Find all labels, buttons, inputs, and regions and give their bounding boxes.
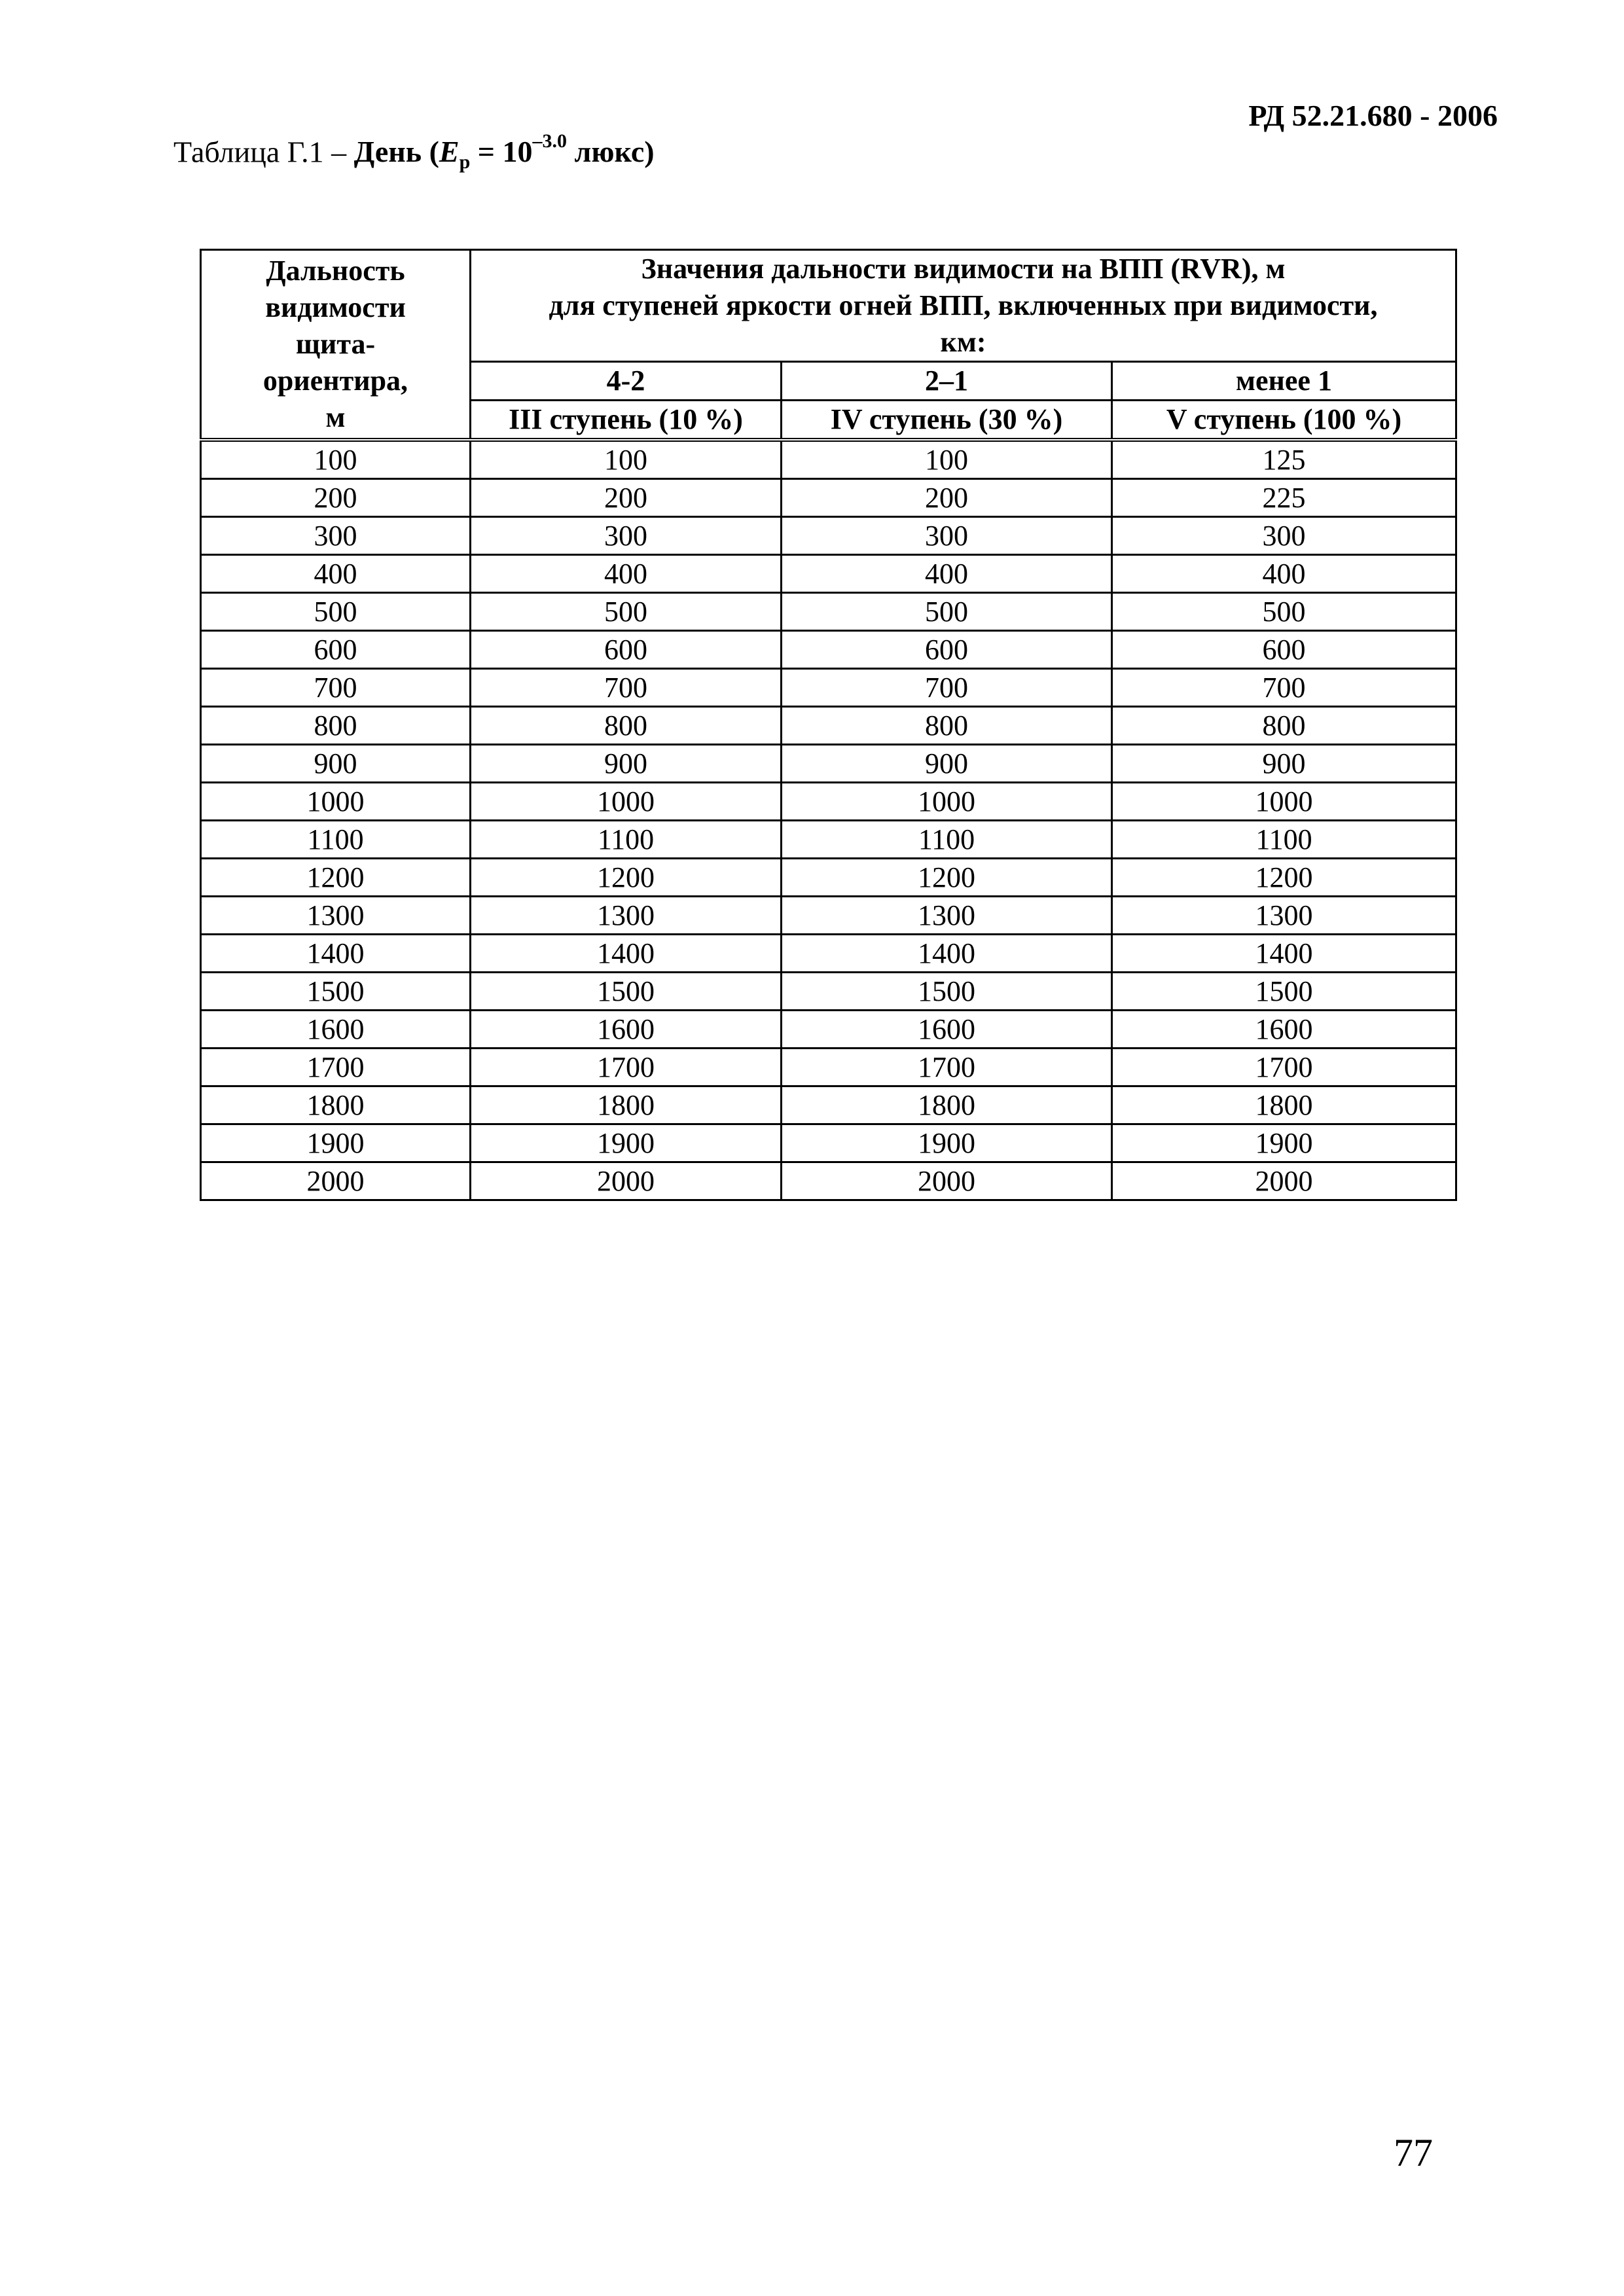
table-cell: 2000 xyxy=(1112,1162,1456,1200)
table-cell: 1500 xyxy=(1112,973,1456,1011)
table-cell: 100 xyxy=(471,440,782,479)
caption-prefix: Таблица Г.1 – xyxy=(173,135,354,169)
table-cell: 400 xyxy=(201,555,471,593)
table-row xyxy=(201,1124,1456,1162)
table-cell: 600 xyxy=(1112,631,1456,669)
table-row xyxy=(201,707,1456,745)
table-cell: 1000 xyxy=(201,783,471,821)
table-cell: 500 xyxy=(471,593,782,631)
header-target-visibility xyxy=(201,250,471,440)
table-cell: 900 xyxy=(1112,745,1456,783)
table-row xyxy=(201,517,1456,555)
table-cell: 1100 xyxy=(1112,821,1456,859)
table-cell: 200 xyxy=(201,479,471,517)
caption-e-subscript: p xyxy=(459,151,471,173)
table-cell: 800 xyxy=(782,707,1112,745)
table-cell: 300 xyxy=(471,517,782,555)
table-row xyxy=(201,745,1456,783)
table-cell: 1000 xyxy=(1112,783,1456,821)
table-cell: 2000 xyxy=(782,1162,1112,1200)
header-line: Значения дальности видимости на ВПП (RVR), м xyxy=(641,253,1286,285)
caption-exponent: –3.0 xyxy=(532,130,568,152)
page-number: 77 xyxy=(1394,2131,1433,2174)
table-cell: 1900 xyxy=(201,1124,471,1162)
table-cell: 1200 xyxy=(782,859,1112,897)
header-line: щита- xyxy=(295,328,376,360)
table-row xyxy=(201,1011,1456,1049)
table-cell: 1100 xyxy=(201,821,471,859)
header-range-4-2: 4-2 xyxy=(471,362,782,401)
table-cell: 400 xyxy=(782,555,1112,593)
table-cell: 800 xyxy=(1112,707,1456,745)
header-line: ориентира, xyxy=(262,365,408,397)
table-cell: 500 xyxy=(1112,593,1456,631)
table-cell: 900 xyxy=(201,745,471,783)
table-cell: 1800 xyxy=(782,1086,1112,1124)
table-cell: 100 xyxy=(201,440,471,479)
table-cell: 1400 xyxy=(471,935,782,973)
table-cell: 1400 xyxy=(1112,935,1456,973)
table-cell: 1400 xyxy=(201,935,471,973)
table-cell: 1800 xyxy=(471,1086,782,1124)
table-cell: 1300 xyxy=(201,897,471,935)
table-row xyxy=(201,935,1456,973)
table-cell: 125 xyxy=(1112,440,1456,479)
table-row xyxy=(201,631,1456,669)
table-row xyxy=(201,821,1456,859)
table-cell: 200 xyxy=(782,479,1112,517)
table-cell: 1900 xyxy=(1112,1124,1456,1162)
table-cell: 400 xyxy=(1112,555,1456,593)
table-row xyxy=(201,897,1456,935)
header-range-2-1: 2–1 xyxy=(782,362,1112,401)
table-cell: 700 xyxy=(471,669,782,707)
header-step-iv: IV ступень (30 %) xyxy=(782,401,1112,440)
header-step-v: V ступень (100 %) xyxy=(1112,401,1456,440)
table-row xyxy=(201,1086,1456,1124)
table-cell: 1200 xyxy=(1112,859,1456,897)
caption-e-letter: E xyxy=(439,135,460,169)
table-cell: 1900 xyxy=(471,1124,782,1162)
header-line: м xyxy=(325,401,346,433)
table-cell: 800 xyxy=(471,707,782,745)
header-line: для ступеней яркости огней ВПП, включенных при видимости, xyxy=(549,289,1378,321)
table-cell: 300 xyxy=(782,517,1112,555)
table-cell: 1300 xyxy=(782,897,1112,935)
caption-day: День ( xyxy=(353,135,439,169)
header-rvr-group xyxy=(471,250,1456,362)
table-cell: 1900 xyxy=(782,1124,1112,1162)
header-line: км: xyxy=(940,326,986,358)
table-cell: 1200 xyxy=(471,859,782,897)
table-cell: 1600 xyxy=(471,1011,782,1049)
caption-title xyxy=(353,130,655,173)
table-row xyxy=(201,440,1456,479)
table-row xyxy=(201,1049,1456,1086)
table-cell: 1300 xyxy=(471,897,782,935)
header-line: Дальность xyxy=(266,255,405,287)
table-cell: 500 xyxy=(201,593,471,631)
table-cell: 2000 xyxy=(471,1162,782,1200)
table-cell: 300 xyxy=(201,517,471,555)
table-row xyxy=(201,593,1456,631)
table-cell: 1000 xyxy=(471,783,782,821)
table-cell: 900 xyxy=(782,745,1112,783)
table-cell: 800 xyxy=(201,707,471,745)
table-row xyxy=(201,479,1456,517)
table-cell: 1100 xyxy=(782,821,1112,859)
table-cell: 1600 xyxy=(782,1011,1112,1049)
table-cell: 1500 xyxy=(782,973,1112,1011)
table-cell: 1700 xyxy=(1112,1049,1456,1086)
table-cell: 1500 xyxy=(471,973,782,1011)
table-caption xyxy=(173,130,655,174)
table-cell: 2000 xyxy=(201,1162,471,1200)
header-line: видимости xyxy=(265,291,406,323)
table-cell: 600 xyxy=(471,631,782,669)
document-code: РД 52.21.680 - 2006 xyxy=(1248,99,1498,132)
table-cell: 225 xyxy=(1112,479,1456,517)
table-cell: 1700 xyxy=(782,1049,1112,1086)
visibility-table xyxy=(200,249,1457,1201)
table-cell: 700 xyxy=(201,669,471,707)
table-row xyxy=(201,1162,1456,1200)
header-step-iii: III ступень (10 %) xyxy=(471,401,782,440)
table-cell: 1500 xyxy=(201,973,471,1011)
caption-unit: люкс) xyxy=(567,135,655,169)
table-cell: 1800 xyxy=(1112,1086,1456,1124)
table-cell: 1300 xyxy=(1112,897,1456,935)
header-range-less-1: менее 1 xyxy=(1112,362,1456,401)
table-cell: 1700 xyxy=(201,1049,471,1086)
table-cell: 700 xyxy=(1112,669,1456,707)
table-cell: 300 xyxy=(1112,517,1456,555)
table-cell: 700 xyxy=(782,669,1112,707)
table-cell: 100 xyxy=(782,440,1112,479)
table-cell: 500 xyxy=(782,593,1112,631)
table-cell: 1400 xyxy=(782,935,1112,973)
table-row xyxy=(201,555,1456,593)
table-cell: 1700 xyxy=(471,1049,782,1086)
table-row xyxy=(201,669,1456,707)
table-cell: 900 xyxy=(471,745,782,783)
table-cell: 1600 xyxy=(1112,1011,1456,1049)
table-body xyxy=(201,440,1456,1200)
caption-equals: = 10 xyxy=(470,135,533,169)
table-row xyxy=(201,783,1456,821)
table-row xyxy=(201,859,1456,897)
table-cell: 1000 xyxy=(782,783,1112,821)
table-cell: 600 xyxy=(201,631,471,669)
table-cell: 1100 xyxy=(471,821,782,859)
table-cell: 400 xyxy=(471,555,782,593)
table-cell: 600 xyxy=(782,631,1112,669)
table-cell: 1200 xyxy=(201,859,471,897)
table-row xyxy=(201,973,1456,1011)
table-cell: 1800 xyxy=(201,1086,471,1124)
table-cell: 1600 xyxy=(201,1011,471,1049)
table-cell: 200 xyxy=(471,479,782,517)
